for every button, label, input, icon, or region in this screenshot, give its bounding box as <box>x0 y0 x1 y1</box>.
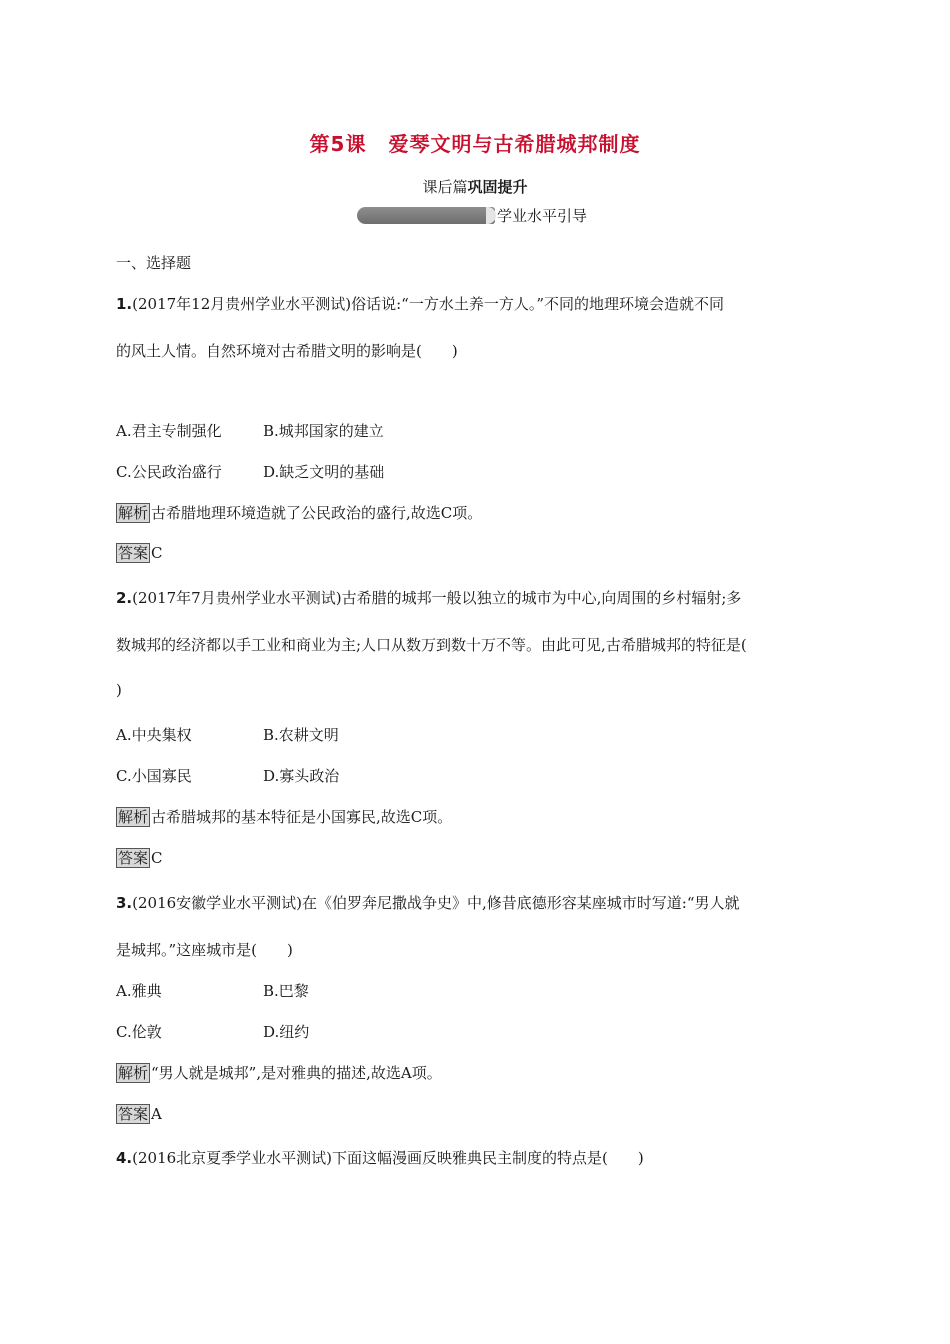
question-1-answer: 答案 C <box>118 544 163 562</box>
question-2-answer: 答案 C <box>118 849 163 867</box>
answer-tag: 答案 <box>118 1105 149 1123</box>
banner-bar <box>357 207 495 224</box>
option-a: A.君主专制强化 <box>116 422 222 440</box>
section-heading: 一、选择题 <box>116 254 192 272</box>
question-3-line-1: 3.(2016安徽学业水平测试)在《伯罗奔尼撒战争史》中,修昔底德形容某座城市时写道:“男人就 <box>116 894 740 912</box>
analysis-tag: 解析 <box>118 1064 149 1082</box>
option-d: D.寡头政治 <box>263 767 340 785</box>
question-2-line-2: 数城邦的经济都以手工业和商业为主;人口从数万到数十万不等。由此可见,古希腊城邦的特征是( <box>116 636 747 654</box>
answer-tag: 答案 <box>118 544 149 562</box>
question-2-options-row-1 <box>116 724 339 745</box>
lesson-title <box>0 128 950 157</box>
option-a: A.中央集权 <box>116 726 192 744</box>
question-2-line-1: 2.(2017年7月贵州学业水平测试)古希腊的城邦一般以独立的城市为中心,向周围的乡村辐射;多 <box>116 589 742 607</box>
question-1-analysis: 解析 古希腊地理环境造就了公民政治的盛行,故选C项。 <box>118 504 483 522</box>
question-1-line-1: 1.(2017年12月贵州学业水平测试)俗话说:“一方水土养一方人。”不同的地理环境会造就不同 <box>116 295 724 313</box>
analysis-tag: 解析 <box>118 808 149 826</box>
question-2-number: 2. <box>116 589 133 607</box>
question-4-number: 4. <box>116 1149 133 1167</box>
option-d: D.纽约 <box>263 1023 310 1041</box>
question-1-number: 1. <box>116 295 133 313</box>
option-c: C.公民政治盛行 <box>116 463 222 481</box>
question-4-line-1: 4.(2016北京夏季学业水平测试)下面这幅漫画反映雅典民主制度的特点是( ) <box>116 1149 644 1167</box>
question-1-options-row-1 <box>116 420 384 441</box>
option-b: B.城邦国家的建立 <box>263 422 384 440</box>
banner-label: 学业水平引导 <box>497 207 588 225</box>
question-3-options-row-2 <box>116 1021 310 1042</box>
option-b: B.巴黎 <box>263 982 309 1000</box>
question-3-line-2: 是城邦。”这座城市是( ) <box>116 941 293 959</box>
analysis-tag: 解析 <box>118 504 149 522</box>
option-d: D.缺乏文明的基础 <box>263 463 385 481</box>
option-c: C.伦敦 <box>116 1023 162 1041</box>
question-1-options-row-2 <box>116 461 385 482</box>
answer-tag: 答案 <box>118 849 149 867</box>
question-2-options-row-2 <box>116 765 340 786</box>
subtitle-prefix: 课后篇 <box>422 178 468 196</box>
question-3-answer: 答案 A <box>118 1105 162 1123</box>
option-b: B.农耕文明 <box>263 726 339 744</box>
subtitle-bold: 巩固提升 <box>467 178 528 196</box>
question-2-analysis: 解析 古希腊城邦的基本特征是小国寡民,故选C项。 <box>118 808 453 826</box>
lesson-subtitle <box>0 176 950 197</box>
question-3-analysis: 解析 “男人就是城邦”,是对雅典的描述,故选A项。 <box>118 1064 442 1082</box>
lesson-number: 第5课 <box>309 132 367 156</box>
question-2-line-3: ) <box>116 681 122 699</box>
question-3-options-row-1 <box>116 980 309 1001</box>
option-a: A.雅典 <box>116 982 162 1000</box>
lesson-name: 爱琴文明与古希腊城邦制度 <box>388 132 641 156</box>
option-c: C.小国寡民 <box>116 767 192 785</box>
question-1-line-2: 的风土人情。自然环境对古希腊文明的影响是( ) <box>116 342 458 360</box>
question-3-number: 3. <box>116 894 133 912</box>
